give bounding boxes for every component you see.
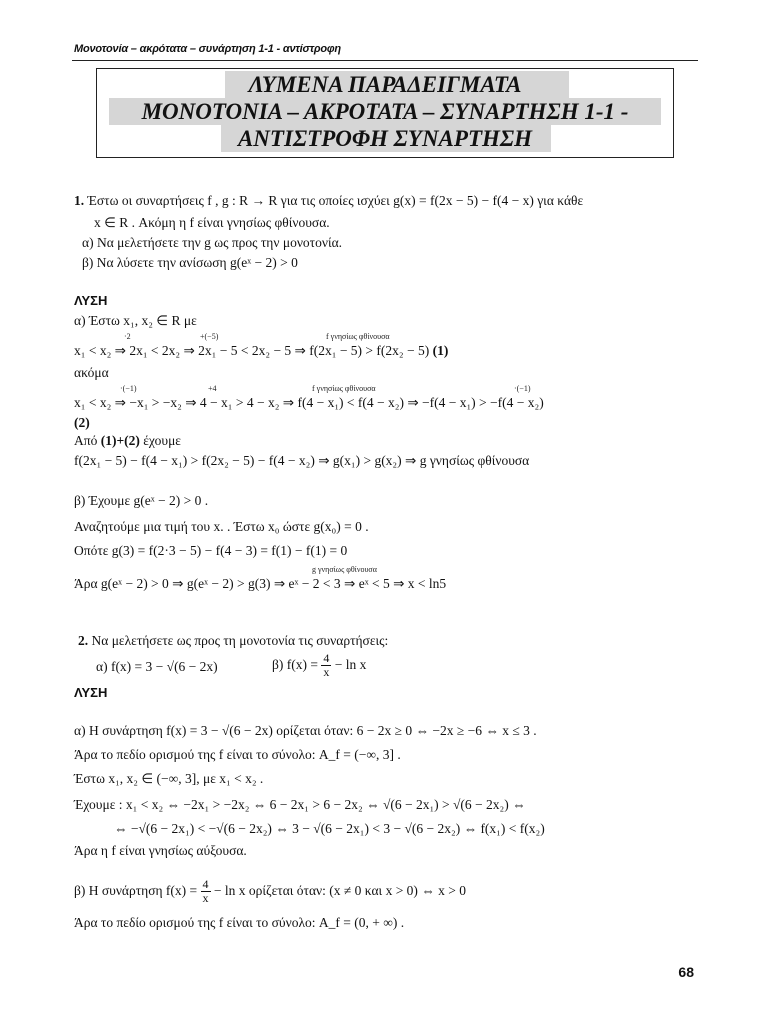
ex1-statement-line1 <box>74 192 583 209</box>
ex1-sol-b-1: β) Έχουμε g(eˣ − 2) > 0 . <box>74 493 209 508</box>
ex2-sb1-prefix: β) Η συνάρτηση f(x) = <box>74 883 198 898</box>
ex1-tag-1: (1) <box>432 343 449 358</box>
ex2-qb-fraction <box>321 652 331 679</box>
note-times-2: ·2 <box>124 332 131 341</box>
ex2-sb1-num: 4 <box>202 877 209 892</box>
ex2-sb1-den: x <box>202 891 209 906</box>
title-line-2: ΜΟΝΟΤΟΝΙΑ – ΑΚΡΟΤΑΤΑ – ΣΥΝΑΡΤΗΣΗ 1-1 - <box>141 99 629 124</box>
running-header: Μονοτονία – ακρότατα – συνάρτηση 1-1 - αντίστροφη <box>74 43 341 55</box>
ex2-statement-text: Να μελετήσετε ως προς τη μονοτονία τις συναρτήσεις: <box>91 633 389 648</box>
ex1-from-text: Από <box>74 433 98 448</box>
ex1-tag-2: (2) <box>74 415 90 430</box>
ex1-from-rest: έχουμε <box>143 433 181 448</box>
note-plus-4: +4 <box>208 384 217 393</box>
note-plus-minus5: +(−5) <box>200 332 219 341</box>
ex2-qb-prefix: β) f(x) = <box>272 657 318 672</box>
ex2-sol-a-5: ⇔ −√(6 − 2x₁) < −√(6 − 2x₂) ⇔ 3 − √(6 − 2x₁) < 3 − √(6 − 2x₂) ⇔ f(x₁) < f(x₂) <box>114 821 545 836</box>
ex1-chain-1 <box>74 342 448 359</box>
ex1-statement-text1: Έστω οι συναρτήσεις f , g : R → R για τις οποίες ισχύει g(x) = f(2x − 5) − f(4 − x) για κάθε <box>87 193 584 208</box>
title-line-3: ΑΝΤΙΣΤΡΟΦΗ ΣΥΝΑΡΤΗΣΗ <box>237 126 533 151</box>
ex2-question-b <box>272 650 366 680</box>
ex2-statement <box>78 632 388 649</box>
ex2-sol-a-2: Άρα το πεδίο ορισμού της f είναι το σύνολο: A_f = (−∞, 3] . <box>74 747 401 762</box>
ex2-sol-b-2: Άρα το πεδίο ορισμού της f είναι το σύνολο: A_f = (0, + ∞) . <box>74 915 405 930</box>
page-number: 68 <box>678 964 694 980</box>
ex2-sb1-fraction <box>201 878 211 905</box>
ex2-solution-label: ΛΥΣΗ <box>74 685 108 700</box>
ex1-from-line <box>74 432 181 449</box>
ex1-sol-a-intro: α) Έστω x₁, x₂ ∈ R με <box>74 313 197 328</box>
ex1-chain-3: f(2x₁ − 5) − f(4 − x₁) > f(2x₂ − 5) − f(4 − x₂) ⇒ g(x₁) > g(x₂) ⇒ g γνησίως φθίνουσα <box>74 453 530 468</box>
ex1-also: ακόμα <box>74 365 109 380</box>
ex1-solution-label: ΛΥΣΗ <box>74 293 108 308</box>
ex1-from-tags: (1)+(2) <box>100 433 140 448</box>
ex1-chain-1-text: x₁ < x₂ ⇒ 2x₁ < 2x₂ ⇒ 2x₁ − 5 < 2x₂ − 5 ⇒ f(2x₁ − 5) > f(2x₂ − 5) <box>74 343 430 358</box>
ex1-chain-2: x₁ < x₂ ⇒ −x₁ > −x₂ ⇒ 4 − x₁ > 4 − x₂ ⇒ f(4 − x₁) < f(4 − x₂) ⇒ −f(4 − x₁) > −f(4 − x₂) <box>74 395 544 410</box>
ex2-qb-suffix: − ln x <box>334 657 367 672</box>
ex1-number: 1. <box>74 193 85 208</box>
ex1-sol-b-4: Άρα g(eˣ − 2) > 0 ⇒ g(eˣ − 2) > g(3) ⇒ eˣ − 2 < 3 ⇒ eˣ < 5 ⇒ x < ln5 <box>74 576 447 591</box>
note-f-decreasing-1: f γνησίως φθίνουσα <box>326 332 390 341</box>
note-g-decreasing: g γνησίως φθίνουσα <box>312 565 377 574</box>
ex2-sol-a-6: Άρα η f είναι γνησίως αύξουσα. <box>74 843 247 858</box>
ex2-sol-a-4: Έχουμε : x₁ < x₂ ⇔ −2x₁ > −2x₂ ⇔ 6 − 2x₁ > 6 − 2x₂ ⇔ √(6 − 2x₁) > √(6 − 2x₂) ⇔ <box>74 797 526 812</box>
ex1-question-b: β) Να λύσετε την ανίσωση g(eˣ − 2) > 0 <box>82 255 298 270</box>
ex1-sol-b-3: Οπότε g(3) = f(2·3 − 5) − f(4 − 3) = f(1) − f(1) = 0 <box>74 543 348 558</box>
note-times-minus1-b: ·(−1) <box>514 384 531 393</box>
ex2-sol-a-3: Έστω x₁, x₂ ∈ (−∞, 3], με x₁ < x₂ . <box>74 771 264 786</box>
ex2-qb-num: 4 <box>323 651 330 666</box>
ex1-sol-b-2: Αναζητούμε μια τιμή του x. . Έστω x₀ ώστε g(x₀) = 0 . <box>74 519 369 534</box>
ex2-qb-den: x <box>323 665 330 680</box>
header-rule <box>72 60 698 61</box>
ex2-question-a: α) f(x) = 3 − √(6 − 2x) <box>96 659 218 674</box>
ex2-number: 2. <box>78 633 89 648</box>
ex2-sol-a-1: α) Η συνάρτηση f(x) = 3 − √(6 − 2x) ορίζεται όταν: 6 − 2x ≥ 0 ⇔ −2x ≥ −6 ⇔ x ≤ 3 . <box>74 723 537 738</box>
title-line-1: ΛΥΜΕΝΑ ΠΑΡΑΔΕΙΓΜΑΤΑ <box>248 72 522 97</box>
ex1-question-a: α) Να μελετήσετε την g ως προς την μονοτονία. <box>82 235 343 250</box>
note-times-minus1-a: ·(−1) <box>120 384 137 393</box>
note-f-decreasing-2: f γνησίως φθίνουσα <box>312 384 376 393</box>
ex1-statement-line2: x ∈ R . Ακόμη η f είναι γνησίως φθίνουσα. <box>94 215 330 230</box>
ex2-sb1-suffix: − ln x ορίζεται όταν: (x ≠ 0 και x > 0) ⇔ x > 0 <box>213 883 467 898</box>
title-box <box>96 68 674 158</box>
ex2-sol-b-1 <box>74 876 466 906</box>
